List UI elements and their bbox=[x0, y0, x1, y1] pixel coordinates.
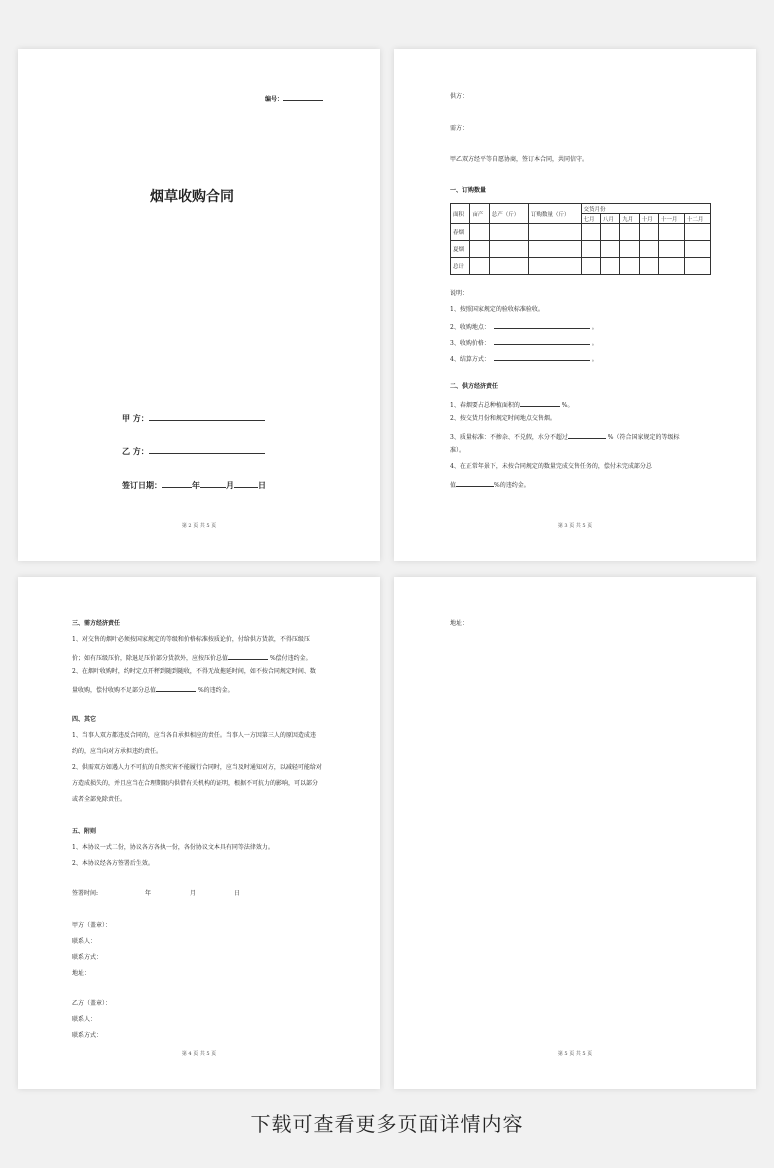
party-a-contact: 联系人： bbox=[72, 938, 97, 945]
page-footer: 第 4 页 共 5 页 bbox=[181, 1051, 217, 1057]
blank bbox=[568, 431, 606, 439]
blank bbox=[156, 684, 196, 692]
period: 。 bbox=[591, 324, 598, 331]
page-footer: 第 5 页 共 5 页 bbox=[557, 1051, 593, 1057]
text: 量收购，偿付收购不足部分总值 bbox=[72, 687, 157, 694]
row-total: 总计 bbox=[451, 258, 470, 275]
supplier-duty-4b bbox=[450, 479, 530, 490]
other-1-l2: 约的，应当向对方承担违约责任。 bbox=[72, 748, 163, 755]
text: 1、春烟要占总种植面积的 bbox=[450, 402, 520, 409]
buyer-duty-2-l1: 2、在烟叶收购时，约时定点开秤到随到随收，不得无故拖延时间，如不按合同规定时间、数 bbox=[72, 668, 316, 675]
party-a-blank bbox=[149, 411, 265, 421]
buyer-label: 需方： bbox=[450, 125, 469, 132]
party-b-contact: 联系人： bbox=[72, 1016, 97, 1023]
th-area: 面积 bbox=[451, 204, 470, 224]
appendix-2: 2、本协议经各方签署后生效。 bbox=[72, 860, 154, 867]
other-2-l3: 或者全部免除责任。 bbox=[72, 796, 127, 803]
note-item-4-label: 4、结算方式： bbox=[450, 356, 490, 363]
year-blank bbox=[162, 478, 192, 488]
note-item-1: 1、按照国家规定的验收标准验收。 bbox=[450, 306, 544, 313]
page-footer: 第 3 页 共 5 页 bbox=[557, 523, 593, 529]
th-month-12: 十二月 bbox=[684, 214, 710, 224]
period: 。 bbox=[591, 340, 598, 347]
th-month-10: 十月 bbox=[639, 214, 658, 224]
th-order: 订购数量（斤） bbox=[528, 204, 581, 224]
sign-year: 年 bbox=[145, 890, 152, 897]
download-caption: 下载可查看更多页面详情内容 bbox=[250, 1112, 524, 1136]
party-a-address: 地址： bbox=[72, 970, 91, 977]
row-summer: 夏烟 bbox=[451, 241, 470, 258]
blank bbox=[494, 337, 590, 345]
sign-time-label: 签署时间: bbox=[72, 890, 99, 897]
other-2-l2: 方造成损失的，并且应当在合理期限内供借有关机构的证明，根据不可抗力的影响，可以部分 bbox=[72, 780, 319, 787]
appendix-1: 1、本协议一式二份，协议各方各执一份，各份协议文本具有同等法律效力。 bbox=[72, 844, 274, 851]
note-item-4 bbox=[450, 353, 598, 364]
sign-day: 日 bbox=[234, 890, 241, 897]
section-supplier-duty: 二、供方经济责任 bbox=[450, 383, 499, 390]
buyer-duty-1-l2 bbox=[72, 652, 312, 663]
blank bbox=[228, 652, 268, 660]
page-terms-2 bbox=[18, 577, 380, 1089]
note-item-3-label: 3、收购价格： bbox=[450, 340, 490, 347]
text: 价；如有压级压价，除退足压价部分货款外，应按压价总值 bbox=[72, 655, 229, 662]
contract-title: 烟草收购合同 bbox=[150, 189, 234, 205]
month-blank bbox=[200, 478, 226, 488]
th-month-8: 八月 bbox=[600, 214, 619, 224]
section-buyer-duty: 三、需方经济责任 bbox=[72, 620, 121, 627]
party-b-contact-way: 联系方式： bbox=[72, 1032, 103, 1039]
blank bbox=[494, 353, 590, 361]
buyer-duty-2-l2 bbox=[72, 684, 234, 695]
party-b-blank bbox=[149, 444, 265, 454]
th-month: 交货月份 bbox=[581, 204, 710, 214]
th-month-9: 九月 bbox=[620, 214, 639, 224]
blank bbox=[494, 321, 590, 329]
month-label: 月 bbox=[226, 480, 234, 490]
sign-month: 月 bbox=[190, 890, 197, 897]
row-spring: 春烟 bbox=[451, 224, 470, 241]
section-other: 四、其它 bbox=[72, 716, 97, 723]
note-item-2 bbox=[450, 321, 598, 332]
party-b-line bbox=[122, 444, 265, 456]
text: %的违约金。 bbox=[494, 482, 530, 489]
text: 值 bbox=[450, 482, 457, 489]
sign-date-line bbox=[122, 478, 266, 490]
section-order-quantity: 一、订购数量 bbox=[450, 187, 487, 194]
th-month-7: 七月 bbox=[581, 214, 600, 224]
number-blank bbox=[283, 93, 323, 101]
note-label: 说明： bbox=[450, 290, 469, 297]
supplier-duty-1 bbox=[450, 399, 573, 410]
note-item-2-label: 2、收购地点： bbox=[450, 324, 490, 331]
text: %的违约金。 bbox=[197, 687, 234, 694]
supplier-duty-3b: 准）。 bbox=[450, 447, 466, 454]
party-a-label: 甲 方： bbox=[122, 413, 149, 423]
page-cover bbox=[18, 49, 380, 561]
th-unit: 亩产 bbox=[470, 204, 489, 224]
party-a-contact-way: 联系方式： bbox=[72, 954, 103, 961]
year-label: 年 bbox=[192, 480, 200, 490]
text: %（符合国家规定的等级标 bbox=[607, 434, 680, 441]
period: 。 bbox=[591, 356, 598, 363]
text: 3、质量标准：不掺杂、不兑假，水分不超过 bbox=[450, 434, 568, 441]
supplier-label: 供方： bbox=[450, 93, 469, 100]
page-footer: 第 2 页 共 5 页 bbox=[181, 523, 217, 529]
day-blank bbox=[234, 478, 258, 488]
contract-number bbox=[265, 93, 323, 104]
blank bbox=[456, 479, 494, 487]
supplier-duty-4: 4、在正常年景下，未按合同规定的数量完成交售任务的，偿付未完成部分总 bbox=[450, 463, 652, 470]
text: %偿付违约金。 bbox=[269, 655, 312, 662]
buyer-duty-1-l1: 1、对交售的烟叶必须按国家规定的等级和价格标准按质论价，付给供方货款，不得压级压 bbox=[72, 636, 310, 643]
page-terms-1 bbox=[394, 49, 756, 561]
other-2-l1: 2、供需双方如遇人力不可抗的自然灾害不能履行合同时，应当及时通知对方，以减轻可能给对 bbox=[72, 764, 322, 771]
address-label: 地址： bbox=[450, 620, 469, 627]
day-label: 日 bbox=[258, 480, 266, 490]
th-month-11: 十一月 bbox=[658, 214, 684, 224]
party-a-line bbox=[122, 411, 265, 423]
party-a-seal: 甲方（盖章）： bbox=[72, 922, 112, 929]
number-label: 编号： bbox=[265, 96, 284, 103]
other-1-l1: 1、当事人双方都违反合同的，应当各自承担相应的责任。当事人一方因第三人的原因造成违 bbox=[72, 732, 316, 739]
intro-text: 甲乙双方经平等自愿协商，签订本合同，共同信守。 bbox=[450, 156, 589, 163]
party-b-seal: 乙方（盖章）： bbox=[72, 1000, 112, 1007]
order-table bbox=[450, 203, 711, 275]
section-appendix: 五、附则 bbox=[72, 828, 97, 835]
sign-date-label: 签订日期： bbox=[122, 480, 162, 490]
supplier-duty-3 bbox=[450, 431, 679, 442]
party-b-label: 乙 方： bbox=[122, 446, 149, 456]
blank bbox=[520, 399, 560, 407]
text: %。 bbox=[561, 402, 574, 409]
th-total: 总产（斤） bbox=[489, 204, 528, 224]
page-terms-3 bbox=[394, 577, 756, 1089]
supplier-duty-2: 2、按交货月份和规定时间地点交售烟。 bbox=[450, 415, 556, 422]
note-item-3 bbox=[450, 337, 598, 348]
